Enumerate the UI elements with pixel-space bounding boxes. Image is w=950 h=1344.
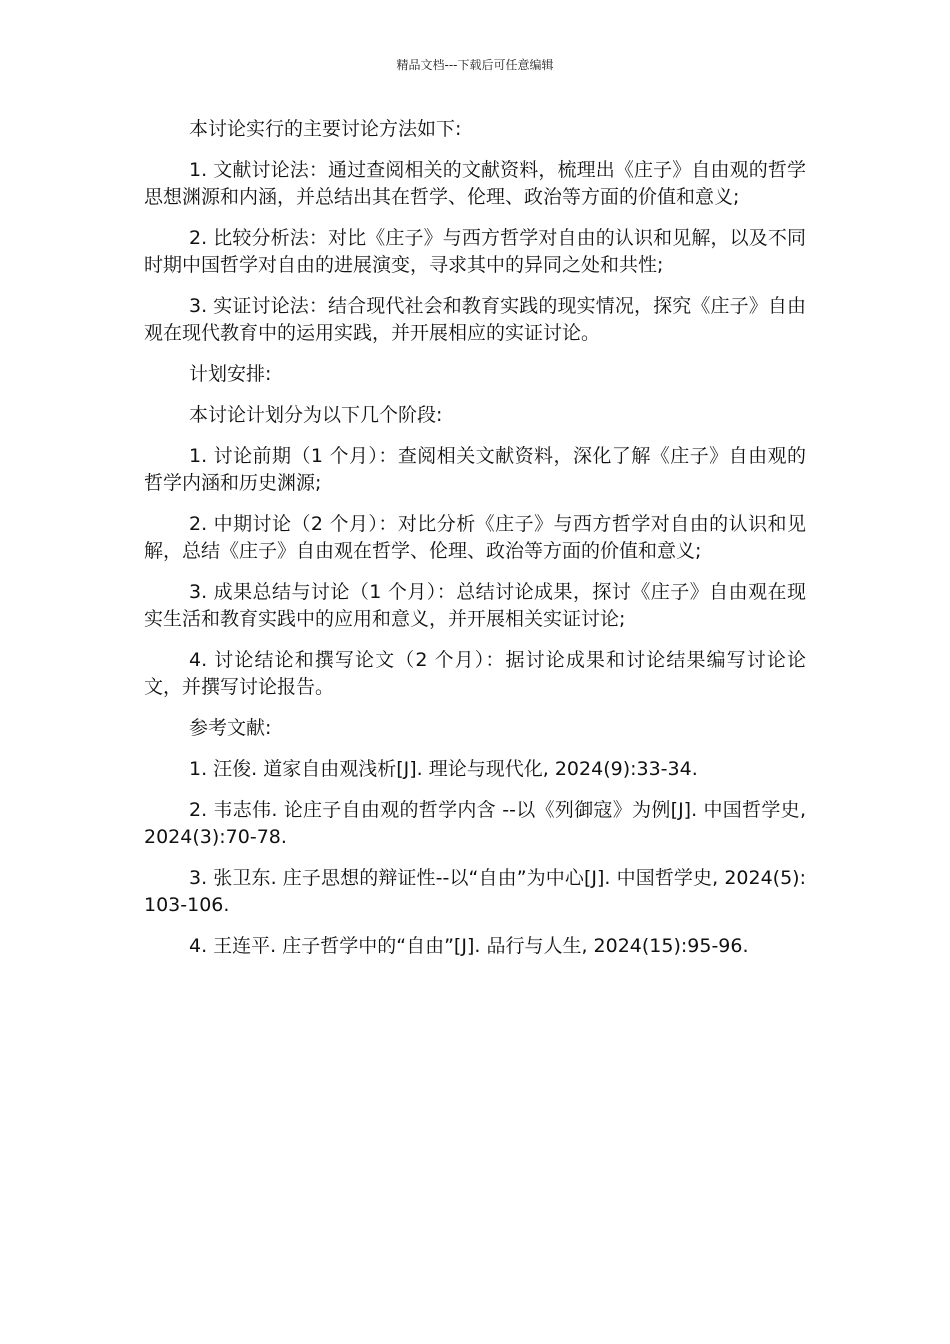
section-heading-plan: 计划安排: xyxy=(189,363,272,385)
reference-item-2: 2. 韦志伟. 论庄子自由观的哲学内含 --以《列御寇》为例[J]. 中国哲学史, 2024(3):70-78. xyxy=(144,799,806,848)
reference-item-4: 4. 王连平. 庄子哲学中的“自由”[J]. 品行与人生, 2024(15):95-96. xyxy=(189,935,749,957)
paragraph-plan-stage-3: 3. 成果总结与讨论（1 个月）：总结讨论成果，探讨《庄子》自由观在现实生活和教育实践中的应用和意义，并开展相关实证讨论; xyxy=(144,581,806,630)
reference-item-3: 3. 张卫东. 庄子思想的辩证性--以“自由”为中心[J]. 中国哲学史, 2024(5):103-106. xyxy=(144,867,806,916)
paragraph-method-empirical: 3. 实证讨论法：结合现代社会和教育实践的现实情况，探究《庄子》自由观在现代教育中的运用实践，并开展相应的实证讨论。 xyxy=(144,295,806,344)
document-body xyxy=(144,116,806,974)
section-heading-references: 参考文献: xyxy=(189,717,272,739)
paragraph-plan-stage-4: 4. 讨论结论和撰写论文（2 个月）：据讨论成果和讨论结果编写讨论论文，并撰写讨论报告。 xyxy=(144,649,806,698)
paragraph-plan-stage-2: 2. 中期讨论（2 个月）：对比分析《庄子》与西方哲学对自由的认识和见解，总结《庄子》自由观在哲学、伦理、政治等方面的价值和意义; xyxy=(144,513,806,562)
paragraph-method-comparison: 2. 比较分析法：对比《庄子》与西方哲学对自由的认识和见解，以及不同时期中国哲学对自由的进展演变，寻求其中的异同之处和共性; xyxy=(144,227,806,276)
paragraph-plan-intro: 本讨论计划分为以下几个阶段: xyxy=(189,404,443,426)
reference-item-1: 1. 汪俊. 道家自由观浅析[J]. 理论与现代化, 2024(9):33-34. xyxy=(189,758,698,780)
page-header: 精品文档---下载后可任意编辑 xyxy=(396,58,554,72)
paragraph-methods-intro: 本讨论实行的主要讨论方法如下: xyxy=(189,118,462,140)
paragraph-method-literature: 1. 文献讨论法：通过查阅相关的文献资料，梳理出《庄子》自由观的哲学思想渊源和内涵，并总结出其在哲学、伦理、政治等方面的价值和意义; xyxy=(144,159,806,208)
paragraph-plan-stage-1: 1. 讨论前期（1 个月）：查阅相关文献资料，深化了解《庄子》自由观的哲学内涵和历史渊源; xyxy=(144,445,806,494)
